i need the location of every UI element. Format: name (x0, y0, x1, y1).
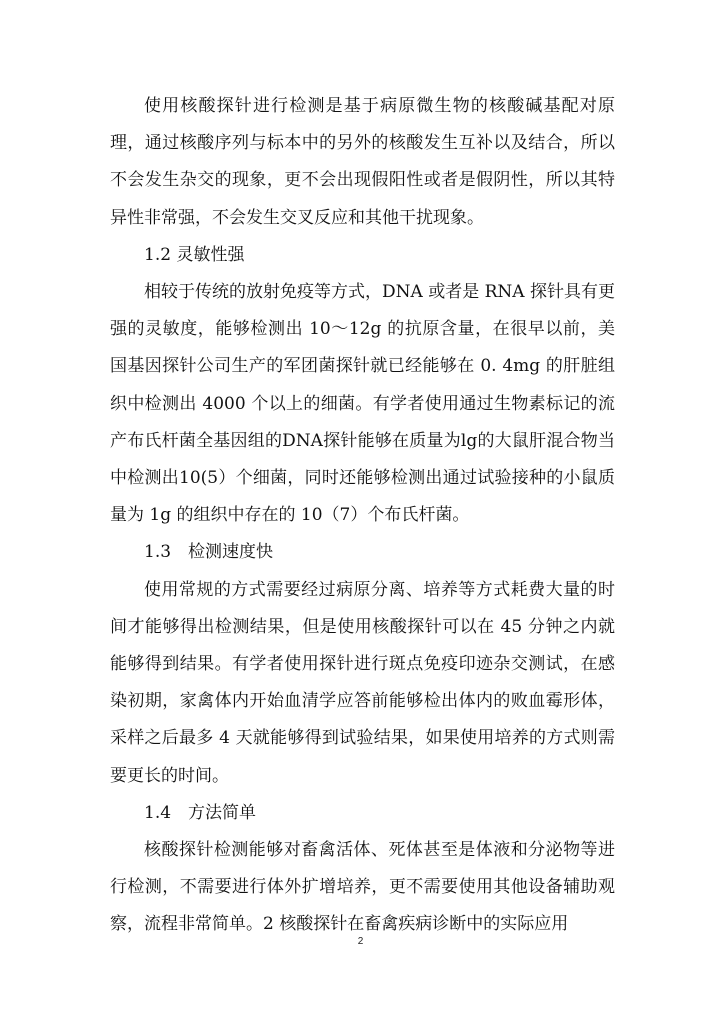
paragraph-sensitivity: 相较于传统的放射免疫等方式，DNA 或者是 RNA 探针具有更强的灵敏度，能够检测出 10～12g 的抗原含量，在很早以前，美国基因探针公司生产的军团菌探针就已经能够在 0. 4mg 的肝脏组织中检测出 4000 个以上的细菌。有学者使用通过生物素标记的流产布氏杆菌全基因组的DNA探针能够在质量为lg的大鼠肝混合物当中检测出10(5）个细菌，同时还能够检测出通过试验接种的小鼠质量为 1g 的组织中存在的 10（7）个布氏杆菌。 (110, 282, 615, 526)
paragraph-simple-method: 核酸探针检测能够对畜禽活体、死体甚至是体液和分泌物等进行检测，不需要进行体外扩增培养，更不需要使用其他设备辅助观察，流程非常简单。2 核酸探针在畜禽疾病诊断中的实际应用 (110, 840, 615, 935)
document-body (110, 88, 615, 944)
paragraph-speed: 使用常规的方式需要经过病原分离、培养等方式耗费大量的时间才能够得出检测结果，但是使用核酸探针可以在 45 分钟之内就能够得到结果。有学者使用探针进行斑点免疫印迹杂交测试，在感染初期，家禽体内开始血清学应答前能够检出体内的败血霉形体，采样之后最多 4 天就能够得到试验结果，如果使用培养的方式则需要更长的时间。 (110, 579, 615, 786)
paragraph-specificity: 使用核酸探针进行检测是基于病原微生物的核酸碱基配对原理，通过核酸序列与标本中的另外的核酸发生互补以及结合，所以不会发生杂交的现象，更不会出现假阳性或者是假阴性，所以其特异性非常强，不会发生交叉反应和其他干扰现象。 (110, 96, 615, 228)
page-number: 2 (357, 936, 364, 947)
section-heading-simple-method: 1.4 方法简单 (144, 802, 257, 823)
section-heading-speed: 1.3 检测速度快 (144, 542, 274, 563)
section-heading-sensitivity: 1.2 灵敏性强 (144, 244, 245, 265)
